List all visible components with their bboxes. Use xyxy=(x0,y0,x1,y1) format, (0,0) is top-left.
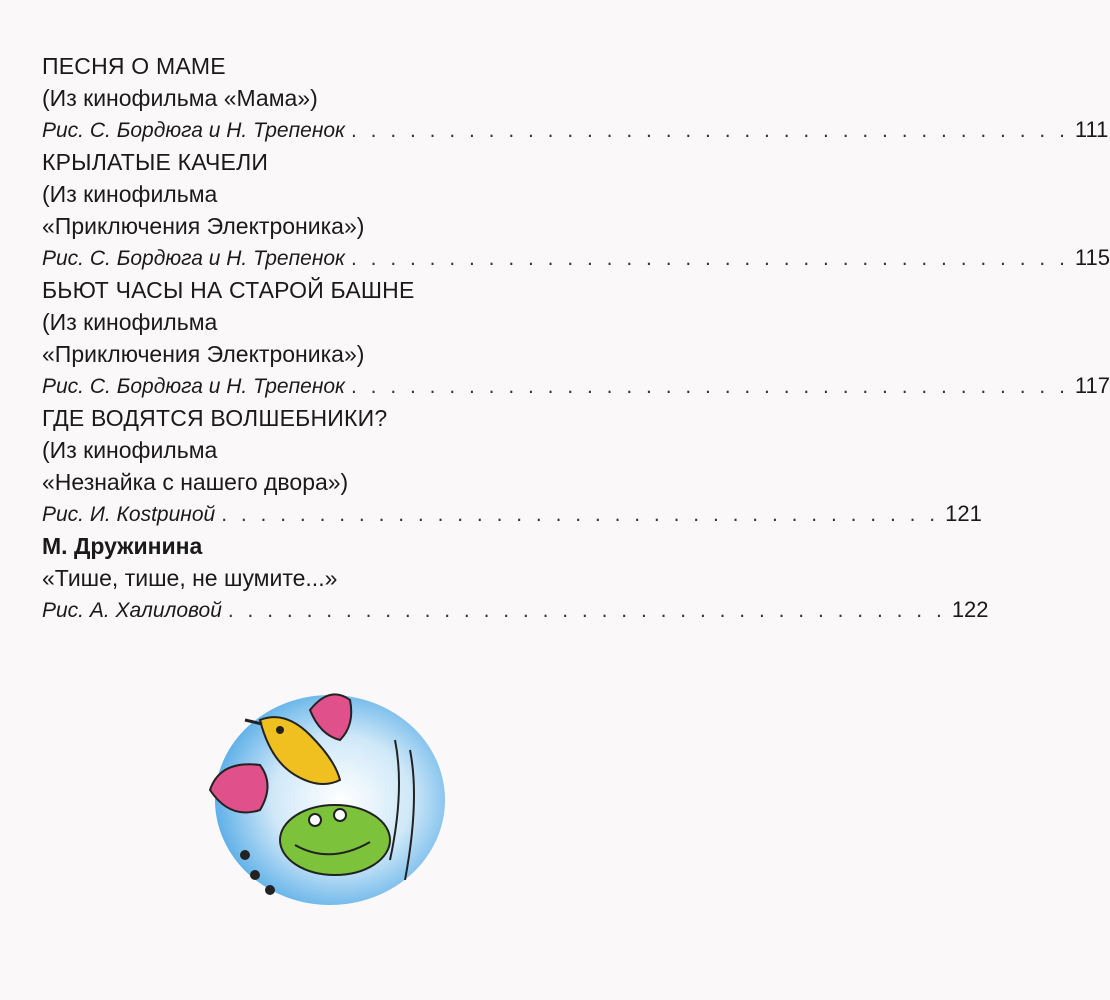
page-number: 111 xyxy=(1074,117,1109,142)
entry-title: БЬЮТ ЧАСЫ НА СТАРОЙ БАШНЕ xyxy=(42,277,415,303)
page-number: 115 xyxy=(1074,245,1110,270)
entry-title: КРЫЛАТЫЕ КАЧЕЛИ xyxy=(42,149,269,175)
illustration-svg xyxy=(200,680,450,910)
dot-leader: . . . . . . . . . . . . . . . . . . . . . . . . . . . . . . . . . . . . . xyxy=(227,599,946,622)
entry-credit-row xyxy=(42,498,982,530)
birds-and-frog-illustration xyxy=(200,680,450,910)
decor-dot xyxy=(250,870,260,880)
dot-leader: . . . . . . . . . . . . . . . . . . . . . . . . . . . . . . . . . . . . . xyxy=(350,375,1069,398)
entry-credit-row xyxy=(42,370,1110,402)
decor-dot xyxy=(265,885,275,895)
page-number: 122 xyxy=(951,597,989,622)
credit-text: Рис. А. Халиловой xyxy=(42,599,222,622)
entry-source: (Из кинофильма xyxy=(42,437,218,463)
entry-source: «Незнайка с нашего двора») xyxy=(42,469,349,495)
entry-credit-row xyxy=(42,242,1110,274)
entry-author: М. Дружинина xyxy=(42,533,203,559)
decor-dot xyxy=(240,850,250,860)
dot-leader: . . . . . . . . . . . . . . . . . . . . . . . . . . . . . . . . . . . . . xyxy=(350,119,1069,142)
table-of-contents xyxy=(42,50,1110,626)
entry-credit-row xyxy=(42,114,1109,146)
entry-source: (Из кинофильма xyxy=(42,181,218,207)
credit-text: Рис. И. Кostриной xyxy=(42,503,216,526)
page-number: 117 xyxy=(1074,373,1110,398)
credit-text: Рис. С. Бордюга и Н. Трепенок xyxy=(42,375,345,398)
credit-text: Рис. С. Бордюга и Н. Трепенок xyxy=(42,119,345,142)
page-number: 121 xyxy=(945,501,982,526)
dot-leader: . . . . . . . . . . . . . . . . . . . . . . . . . . . . . . . . . . . . . xyxy=(350,247,1069,270)
entry-credit-row xyxy=(42,594,989,626)
frog-eye xyxy=(334,809,346,821)
entry-source: «Тише, тише, не шумите...» xyxy=(42,565,338,591)
dot-leader: . . . . . . . . . . . . . . . . . . . . . . . . . . . . . . . . . . . . . xyxy=(221,503,940,526)
frog-eye xyxy=(309,814,321,826)
entry-source: (Из кинофильма «Мама») xyxy=(42,85,318,111)
entry-source: «Приключения Электроника») xyxy=(42,213,365,239)
entry-source: (Из кинофильма xyxy=(42,309,218,335)
bird-eye xyxy=(276,726,284,734)
entry-title: ГДЕ ВОДЯТСЯ ВОЛШЕБНИКИ? xyxy=(42,405,388,431)
entry-title: ПЕСНЯ О МАМЕ xyxy=(42,53,226,79)
credit-text: Рис. С. Бордюга и Н. Трепенок xyxy=(42,247,345,270)
entry-source: «Приключения Электроника») xyxy=(42,341,365,367)
